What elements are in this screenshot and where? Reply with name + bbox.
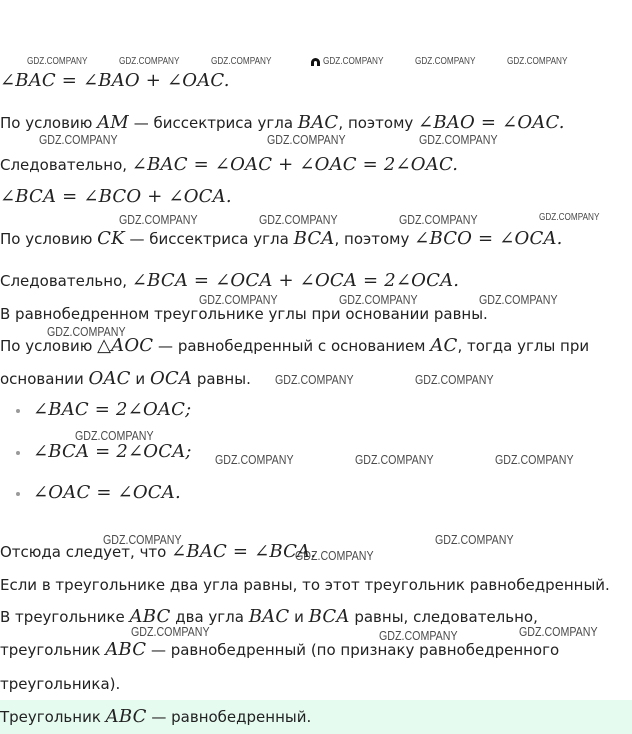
text: Треугольник	[0, 708, 106, 726]
watermark-text: GDZ.COMPANY	[435, 532, 514, 547]
math: ∠BCO = ∠OCA.	[414, 228, 563, 249]
text-line-8	[0, 335, 589, 357]
text: , поэтому	[334, 230, 415, 248]
bullet-dot-icon	[16, 492, 20, 496]
text: По условию	[0, 337, 98, 355]
watermark-text: GDZ.COMPANY	[295, 548, 374, 563]
text: Если в треугольнике два угла равны, то этот треугольник равнобедренный.	[0, 576, 610, 594]
math: ∠BAC = ∠BAO + ∠OAC.	[0, 70, 230, 91]
text: По условию	[0, 230, 98, 248]
watermark-text: GDZ.COMPANY	[479, 292, 558, 307]
text: равны, следовательно,	[349, 608, 538, 626]
text-line-12	[0, 606, 538, 628]
watermark-text: GDZ.COMPANY	[103, 532, 182, 547]
math: △AOC	[97, 335, 154, 356]
answer-text	[0, 706, 311, 728]
watermark-text: GDZ.COMPANY	[39, 132, 118, 147]
watermark-text: GDZ.COMPANY	[323, 56, 384, 67]
math: AM	[97, 112, 129, 133]
watermark-text: GDZ.COMPANY	[539, 212, 600, 223]
watermark-text: GDZ.COMPANY	[75, 428, 154, 443]
text: По условию	[0, 114, 98, 132]
text: Отсюда следует, что	[0, 543, 172, 561]
watermark-text: GDZ.COMPANY	[199, 292, 278, 307]
text: — биссектриса угла	[124, 230, 294, 248]
math: ∠BAC = ∠BCA.	[171, 541, 317, 562]
answer-box	[0, 700, 632, 734]
text: , тогда углы при	[457, 337, 590, 355]
math: BAC	[297, 112, 339, 133]
watermark-text: GDZ.COMPANY	[507, 56, 568, 67]
text-line-6	[0, 270, 459, 292]
math: ABC	[105, 706, 147, 727]
math: ∠OAC = ∠OCA.	[33, 482, 181, 503]
math: BCA	[293, 228, 335, 249]
watermark-text: GDZ.COMPANY	[119, 56, 180, 67]
text: — равнобедренный (по признаку равнобедренного	[146, 641, 560, 659]
watermark-text: GDZ.COMPANY	[399, 212, 478, 227]
text-line-5	[0, 228, 563, 250]
bullet-dot-icon	[16, 409, 20, 413]
math: BCA	[308, 606, 350, 627]
text: равны.	[192, 370, 251, 388]
equation-line-4	[0, 186, 232, 208]
text: В равнобедренном треугольнике углы при основании равны.	[0, 305, 488, 323]
watermark-text: GDZ.COMPANY	[355, 452, 434, 467]
watermark-text: GDZ.COMPANY	[27, 56, 88, 67]
math: CK	[97, 228, 125, 249]
watermark-text: GDZ.COMPANY	[495, 452, 574, 467]
text: В треугольнике	[0, 608, 130, 626]
text-line-2	[0, 112, 565, 134]
watermark-text: GDZ.COMPANY	[267, 132, 346, 147]
text: Следовательно,	[0, 272, 132, 290]
math: ∠BAO = ∠OAC.	[418, 112, 565, 133]
math: OAC	[88, 368, 131, 389]
watermark-text: GDZ.COMPANY	[519, 624, 598, 639]
text: , поэтому	[338, 114, 419, 132]
math: ∠BCA = 2∠OCA;	[33, 441, 192, 462]
text: Следовательно,	[0, 156, 132, 174]
text: основании	[0, 370, 89, 388]
text-line-14	[0, 673, 120, 695]
text-line-7	[0, 303, 488, 325]
text: — равнобедренный с основанием	[153, 337, 431, 355]
text-line-11	[0, 574, 610, 596]
equation-line-1	[0, 70, 230, 92]
text: треугольника).	[0, 675, 121, 693]
text-line-3	[0, 154, 458, 176]
watermark-text: GDZ.COMPANY	[415, 56, 476, 67]
math: ∠BAC = ∠OAC + ∠OAC = 2∠OAC.	[131, 154, 459, 175]
math: ∠BCA = ∠BCO + ∠OCA.	[0, 186, 232, 207]
math: BAC	[248, 606, 290, 627]
text: два угла	[170, 608, 249, 626]
watermark-text: GDZ.COMPANY	[339, 292, 418, 307]
text-line-10	[0, 541, 316, 563]
watermark-text: GDZ.COMPANY	[47, 324, 126, 339]
watermark-text: GDZ.COMPANY	[275, 372, 354, 387]
math: ABC	[105, 639, 147, 660]
math: ∠BAC = 2∠OAC;	[33, 399, 192, 420]
text: — равнобедренный.	[146, 708, 312, 726]
math: AC	[430, 335, 458, 356]
watermark-text: GDZ.COMPANY	[259, 212, 338, 227]
watermark-text: GDZ.COMPANY	[419, 132, 498, 147]
watermark-text: GDZ.COMPANY	[379, 628, 458, 643]
watermark-text: GDZ.COMPANY	[131, 624, 210, 639]
bullet-dot-icon	[16, 451, 20, 455]
math: OCA	[149, 368, 193, 389]
text-line-9	[0, 368, 251, 390]
math: ABC	[129, 606, 171, 627]
watermark-text: GDZ.COMPANY	[415, 372, 494, 387]
math: ∠BCA = ∠OCA + ∠OCA = 2∠OCA.	[131, 270, 460, 291]
text: — биссектриса угла	[128, 114, 298, 132]
watermark-text: GDZ.COMPANY	[211, 56, 272, 67]
text: треугольник	[0, 641, 106, 659]
text-line-13	[0, 639, 559, 661]
gdz-logo-icon	[311, 58, 320, 66]
watermark-text: GDZ.COMPANY	[119, 212, 198, 227]
text: и	[130, 370, 150, 388]
text: и	[289, 608, 309, 626]
watermark-text: GDZ.COMPANY	[215, 452, 294, 467]
